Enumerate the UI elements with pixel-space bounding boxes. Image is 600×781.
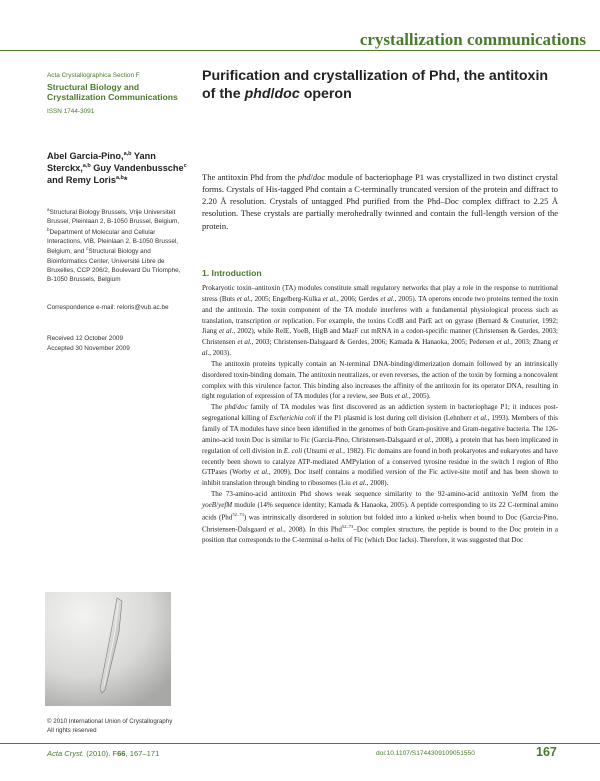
received-date: Received 12 October 2009	[47, 335, 124, 343]
journal-name: Structural Biology and Crystallization Communications	[47, 81, 178, 102]
affiliations: $^a$Structural Biology Brussels, Vrije Universiteit Brussel, Pleinlaan 2, B-1050 Brussel, Belgium, $^b$Department of Molecular and Cellular Interactions, VIB, Pleinlaan 2, B-1050 Brussel, Belgium, and $^c$Structural Biology and Bioinformatics Center, Université Libre de Bruxelles, CCP 206/2, Boulevard Du Triomphe, B-1050 Brussels, Belgium	[47, 206, 181, 284]
crystal-photo	[45, 592, 171, 706]
journal-section-header: crystallization communications	[359, 30, 586, 49]
footer-doi: doi:10.1107/S1744309109051550	[376, 750, 475, 757]
body-text	[202, 283, 558, 546]
paragraph: The 73-amino-acid antitoxin Phd shows weak sequence similarity to the 92-amino-acid antitoxin YefM from the yoeB/yefM module (14% sequence identity; Kamada & Hanaoka, 2005). A peptide corresponding to its 22 C-terminal amino acids (Phd$^{52-73}$) was intrinsically disordered in solution but folded into a kinked α-helix when bound to Doc (Garcia-Pino, Christensen-Dalsgaard et al., 2008). In this Phd$^{52-73}$–Doc complex structure, the peptide is bound to the Doc protein in a position that corresponds to the C-terminal α-helix of Fic (which Doc lacks). Therefore, it was suggested that Doc	[202, 490, 559, 545]
accepted-date: Accepted 30 November 2009	[47, 344, 130, 352]
page-number: 167	[536, 745, 557, 759]
article-title: Purification and crystallization of Phd, the antitoxin of the phd/doc operon	[202, 68, 549, 102]
header-rule	[0, 50, 600, 51]
footer-rule	[0, 743, 600, 744]
abstract: The antitoxin Phd from the phd/doc module of bacteriophage P1 was crystallized in two distinct crystal forms. Crystals of His-tagged Phd contain a C-terminally truncated version of the protein and diffract to 2.20 Å resolution. Crystals of untagged Phd purified from the Phd–Doc complex diffract to 2.25 Å resolution. These crystals are partially merohedrally twinned and contain the full-length version of the protein.	[202, 172, 558, 231]
paragraph: Prokaryotic toxin–antitoxin (TA) modules constitute small regulatory networks that play a role in the response to nutritional stress (Buts et al., 2005; Engelberg-Kulka et al., 2006; Gerdes et al., 2005). TA operons encode two proteins termed the toxin and the antitoxin. The toxin component of the TA module interferes with a fundamental physiological process such as translation, transcription or replication. For example, the toxins CcdB and ParE act on gyrase (Bernard & Couturier, 1992; Jiang et al., 2002), while RelE, YoeB, HigB and MazF cut mRNA in a codon-specific manner (Christensen & Gerdes, 2003; Christensen et al., 2003; Christensen-Dalsgaard & Gerdes, 2006; Kamada & Hanaoka, 2005; Pedersen et al., 2003; Zhang et al., 2003).	[202, 284, 559, 358]
paragraph: The phd/doc family of TA modules was first discovered as an addiction system in bacteriophage P1; it induces post-segregational killing of Escherichia coli if the P1 plasmid is lost during cell division (Lehnherr et al., 1993). Members of this family of TA modules have since been identified in the genomes of both Gram-positive and Gram-negative bacteria. The 126-amino-acid toxin Doc is similar to Fic (Garcia-Pino, Christensen-Dalsgaard et al., 2008), a protein that has been implicated in regulation of cell division in E. coli (Utsumi et al., 1982). Fic domains are found in both prokaryotes and eukaryotes and have recently been shown to catalyze ATP-mediated AMPylation of a conserved tyrosine residue in the switch I region of Rho GTPases (Worby et al., 2009). Doc itself contains a modified version of the Fic active-site motif and has been shown to inhibit translation through binding to ribosomes (Liu et al., 2008).	[202, 403, 559, 488]
article-dates	[47, 334, 187, 353]
copyright-notice	[47, 718, 187, 736]
copyright-line: © 2010 International Union of Crystallography	[47, 718, 173, 725]
paragraph: The antitoxin proteins typically contain an N-terminal DNA-binding/dimerization domain followed by an intrinsically disordered toxin-binding domain. The antitoxin neutralizes, or even reverses, the action of the toxin by forming a noncovalent complex with this virulence factor. This binding also increases the affinity of the antitoxin for its operator DNA, resulting in tight regulation of expression of TA modules (for a review, see Buts et al., 2005).	[202, 359, 558, 401]
issn: ISSN 1744-3091	[47, 108, 95, 116]
rights-line: All rights reserved	[47, 726, 97, 734]
footer-citation: Acta Cryst. (2010). F66, 167–171	[47, 749, 160, 758]
section-heading: 1. Introduction	[202, 268, 262, 278]
author-list: Abel Garcia-Pino,$^{a,b}$ Yann Sterckx,$^{a,b}$ Guy Vandenbussche$^c$ and Remy Loris$^{a,b}$*	[47, 150, 187, 185]
journal-series: Acta Crystallographica Section F	[47, 72, 140, 79]
correspondence-email: Correspondence e-mail: reloris@vub.ac.be	[47, 303, 169, 311]
sidebar	[47, 72, 187, 353]
